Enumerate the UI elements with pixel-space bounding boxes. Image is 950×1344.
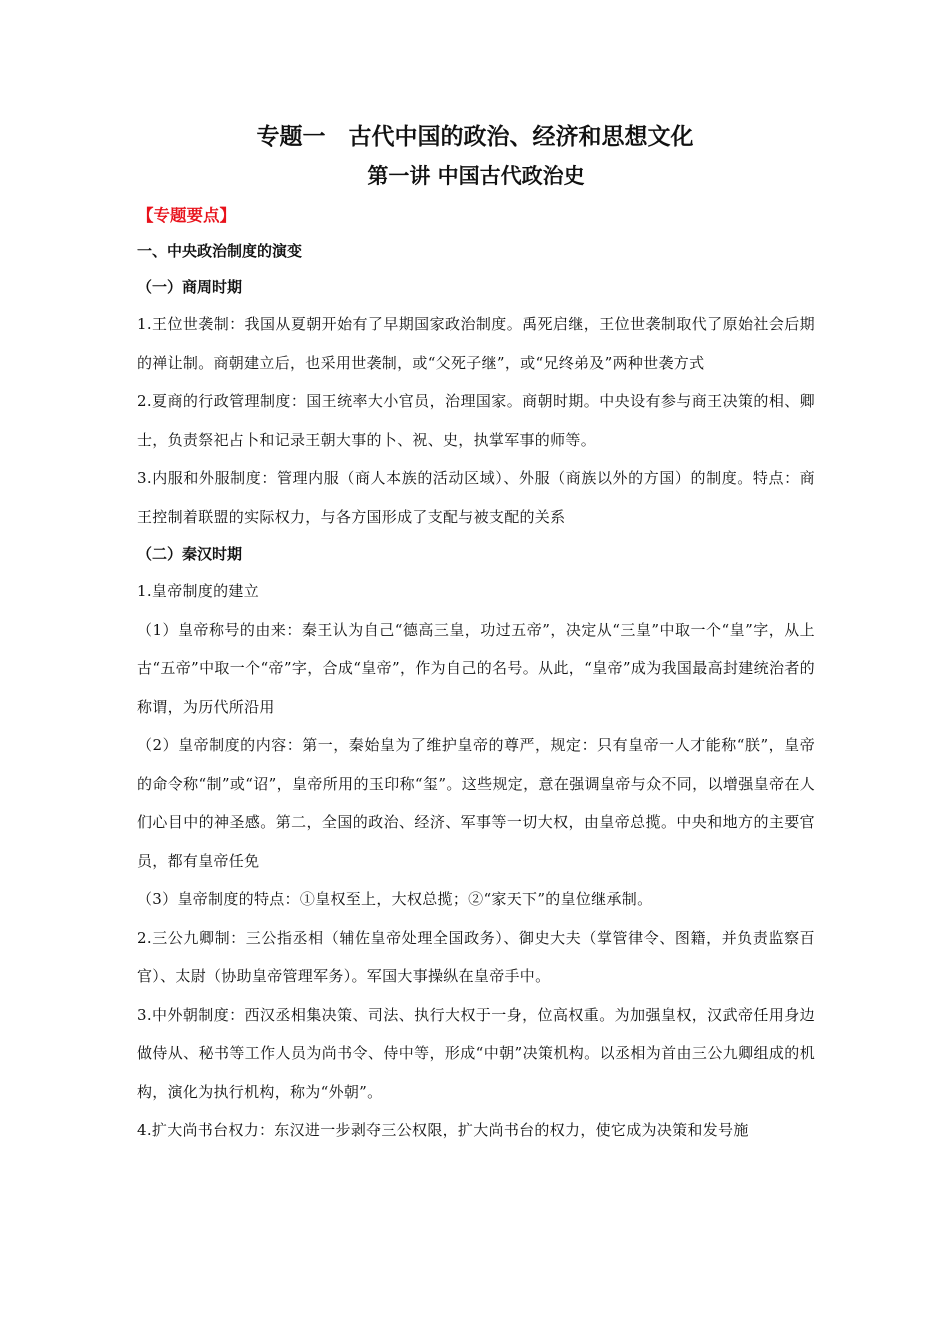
paragraph: （3）皇帝制度的特点：①皇权至上，大权总揽；②“家天下”的皇位继承制。 — [137, 890, 653, 908]
paragraph: 1.皇帝制度的建立 — [137, 582, 260, 600]
document-title: 专题一 古代中国的政治、经济和思想文化 — [256, 124, 694, 150]
subsection-heading-qin-han: （二）秦汉时期 — [137, 545, 243, 563]
document-body — [137, 118, 815, 1150]
subsection-heading-shang-zhou: （一）商周时期 — [137, 278, 243, 296]
paragraph: 1.王位世袭制：我国从夏朝开始有了早期国家政治制度。禹死启继，王位世袭制取代了原始社会后期的禅让制。商朝建立后，也采用世袭制，或“父死子继”，或“兄终弟及”两种世袭方式 — [137, 315, 815, 372]
paragraph: 3.中外朝制度：西汉丞相集决策、司法、执行大权于一身，位高权重。为加强皇权，汉武帝任用身边做侍从、秘书等工作人员为尚书令、侍中等，形成“中朝”决策机构。以丞相为首由三公九卿组成的机构，演化为执行机构，称为“外朝”。 — [137, 1005, 815, 1101]
paragraph: （2）皇帝制度的内容：第一，秦始皇为了维护皇帝的尊严，规定：只有皇帝一人才能称“朕”，皇帝的命令称“制”或“诏”，皇帝所用的玉印称“玺”。这些规定，意在强调皇帝与众不同，以增强皇帝在人们心目中的神圣感。第二，全国的政治、经济、军事等一切大权，由皇帝总揽。中央和地方的主要官员，都有皇帝任免 — [137, 736, 815, 870]
lecture-title: 第一讲 中国古代政治史 — [367, 164, 585, 188]
paragraph: 4.扩大尚书台权力：东汉进一步剥夺三公权限，扩大尚书台的权力，使它成为决策和发号施 — [137, 1121, 749, 1139]
section-heading: 一、中央政治制度的演变 — [137, 242, 303, 260]
paragraph: （1）皇帝称号的由来：秦王认为自己“德高三皇，功过五帝”，决定从“三皇”中取一个“皇”字，从上古“五帝”中取一个“帝”字，合成“皇帝”，作为自己的名号。从此，“皇帝”成为我国最高封建统治者的称谓，为历代所沿用 — [137, 620, 815, 716]
key-points-label: 【专题要点】 — [137, 206, 236, 225]
paragraph: 2.三公九卿制：三公指丞相（辅佐皇帝处理全国政务）、御史大夫（掌管律令、图籍，并负责监察百官）、太尉（协助皇帝管理军务）。军国大事操纵在皇帝手中。 — [137, 928, 815, 985]
paragraph: 3.内服和外服制度：管理内服（商人本族的活动区域）、外服（商族以外的方国）的制度。特点：商王控制着联盟的实际权力，与各方国形成了支配与被支配的关系 — [137, 469, 815, 526]
paragraph: 2.夏商的行政管理制度：国王统率大小官员，治理国家。商朝时期。中央设有参与商王决策的相、卿士，负责祭祀占卜和记录王朝大事的卜、祝、史，执掌军事的师等。 — [137, 392, 815, 449]
